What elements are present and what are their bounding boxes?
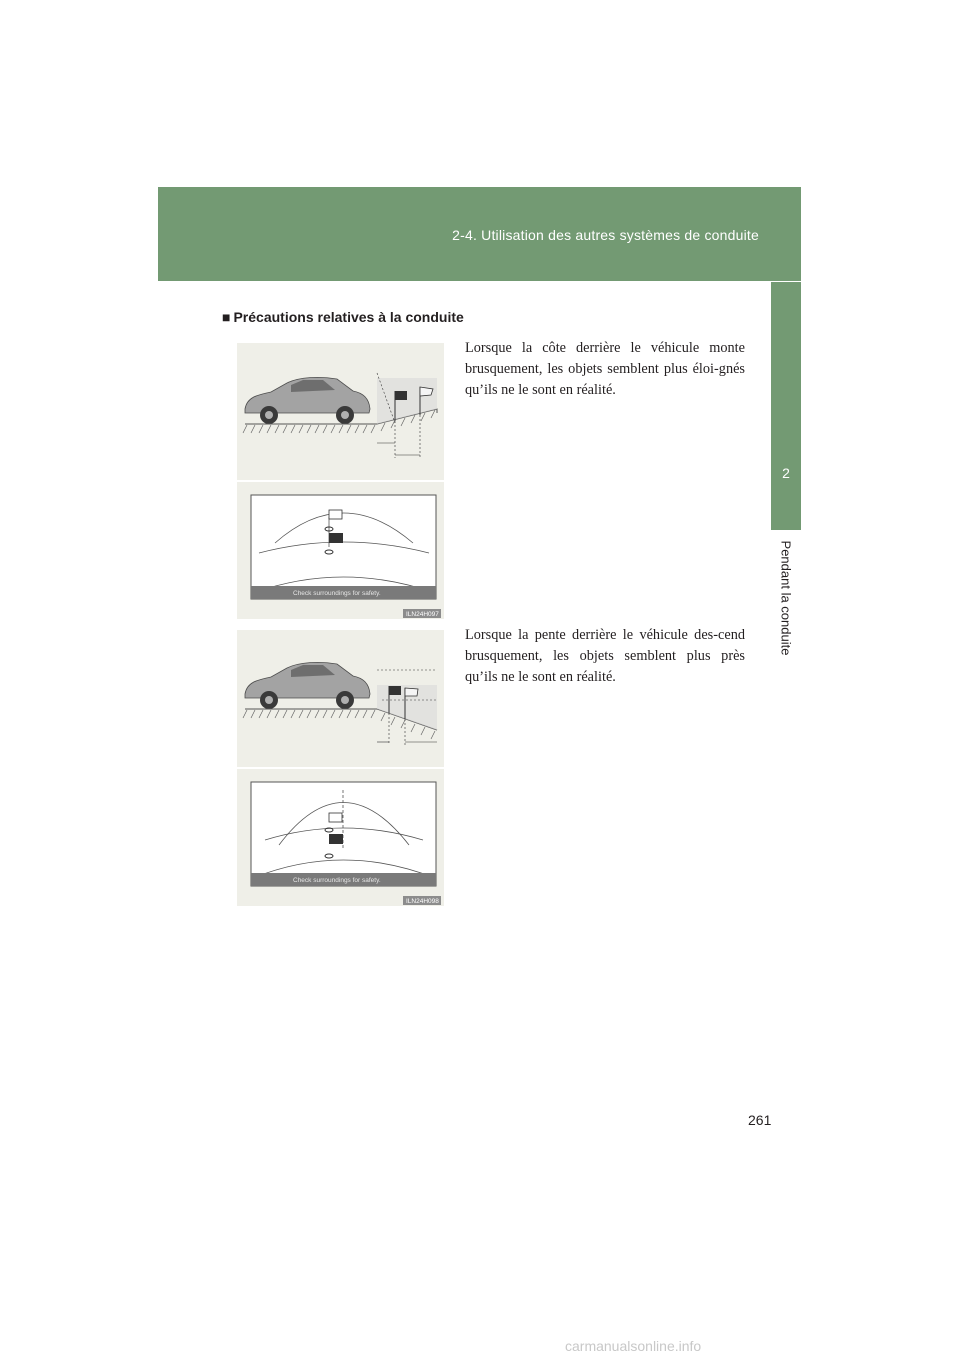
section-title: 2-4. Utilisation des autres systèmes de conduite <box>452 227 759 243</box>
illustration-uphill <box>237 343 444 619</box>
page-number: 261 <box>748 1112 772 1128</box>
car-side-view <box>245 377 370 424</box>
uphill-paragraph: Lorsque la côte derrière le véhicule monte brusquement, les objets semblent plus éloi-gnés qu’ils ne le sont en réalité. <box>465 340 745 398</box>
chapter-label: Pendant la conduite <box>778 540 794 656</box>
downhill-paragraph: Lorsque la pente derrière le véhicule des-cend brusquement, les objets semblent plus près qu’ils ne le sont en réalité. <box>465 627 745 685</box>
figure-code: ILN24H098 <box>406 898 439 905</box>
heading-text: Précautions relatives à la conduite <box>233 309 464 325</box>
figure-code: ILN24H097 <box>406 611 439 618</box>
chapter-header-band <box>158 187 801 281</box>
monitor-view <box>251 782 441 905</box>
car-side-view <box>245 662 370 709</box>
chapter-tab <box>771 282 801 530</box>
monitor-caption: Check surroundings for safety. <box>293 590 381 597</box>
monitor-caption: Check surroundings for safety. <box>293 877 381 884</box>
heading-bullet: ■ <box>222 309 231 325</box>
monitor-view <box>251 495 441 618</box>
section-heading <box>222 309 464 325</box>
watermark-text: carmanualsonline.info <box>565 1338 702 1354</box>
illustration-downhill <box>237 630 444 906</box>
chapter-number: 2 <box>782 465 790 481</box>
